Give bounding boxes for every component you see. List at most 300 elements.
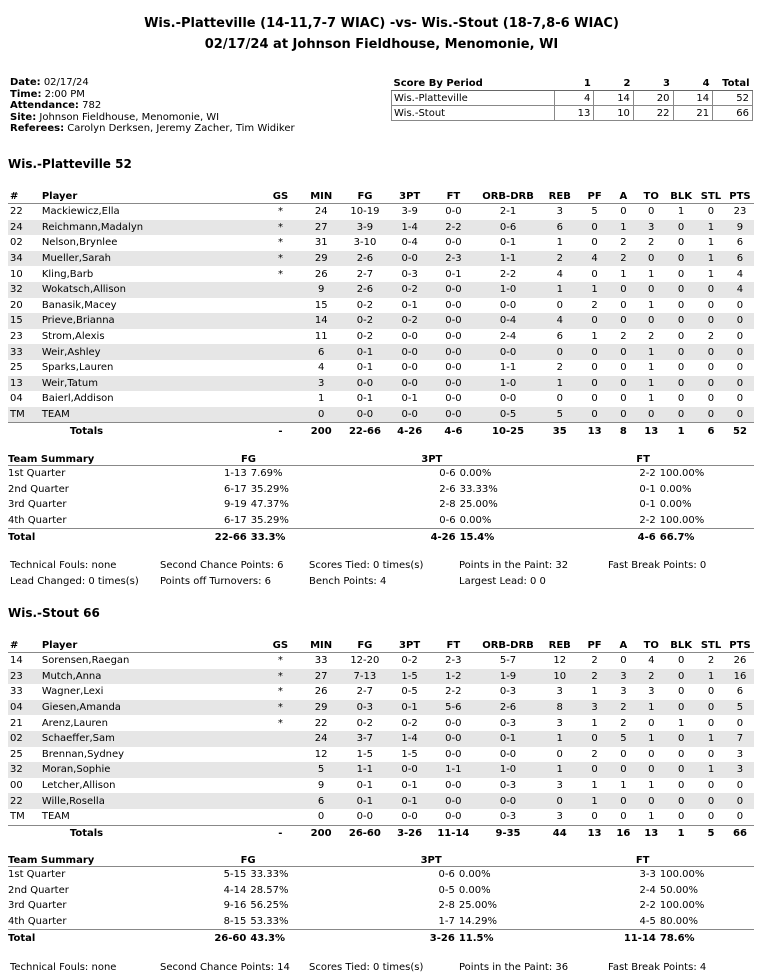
cell-num: 04 xyxy=(8,700,40,716)
points-in-paint: Points in the Paint: 36 xyxy=(459,962,569,973)
second-chance-points: Second Chance Points: 14 xyxy=(160,962,290,973)
player-row xyxy=(8,298,754,314)
cell-fg: 0-2 xyxy=(356,299,374,311)
cell-3pt: 0-4 xyxy=(401,237,418,249)
cell-reb: 1 xyxy=(541,376,579,392)
cell-ft: 2-3 xyxy=(432,251,476,267)
cell-reb: 2 xyxy=(541,251,579,267)
cell-player: Sorensen,Raegan xyxy=(41,655,130,667)
cell-fg: 0-1 xyxy=(342,793,388,809)
cell-num: TM xyxy=(8,407,40,423)
summary-cell: 2nd Quarter xyxy=(8,483,69,495)
summary-cell: 25.00% xyxy=(458,900,497,912)
cell-player: Mackiewicz,Ella xyxy=(41,206,120,218)
cell-reb: 2 xyxy=(556,362,563,374)
cell-blk: 0 xyxy=(666,407,696,423)
cell-stl: 0 xyxy=(707,811,715,823)
cell-to: 1 xyxy=(636,700,666,716)
col-header-min: MIN xyxy=(300,639,342,653)
cell-reb: 12 xyxy=(553,655,567,667)
player-row xyxy=(8,204,754,220)
summary-header-fg: FG xyxy=(165,854,331,867)
cell-min: 0 xyxy=(317,811,325,823)
cell-ft: 0-0 xyxy=(445,362,462,374)
cell-a: 0 xyxy=(610,793,636,809)
team-summary-platteville xyxy=(8,453,754,545)
referees-value: Carolyn Derksen, Jeremy Zacher, Tim Widiker xyxy=(67,123,295,134)
cell-a: 2 xyxy=(620,717,627,729)
cell-a: 0 xyxy=(620,748,627,760)
summary-row xyxy=(8,914,754,930)
cell-player: Wille,Rosella xyxy=(40,793,261,809)
cell-orb-drb: 0-3 xyxy=(499,686,517,698)
team-title-stout: Wis.-Stout 66 xyxy=(8,606,100,620)
summary-cell: 14.29% xyxy=(458,916,497,928)
team-title-platteville: Wis.-Platteville 52 xyxy=(8,157,132,171)
cell-player: Strom,Alexis xyxy=(41,331,105,343)
cell-reb: 3 xyxy=(556,780,563,792)
cell-fg: 1-5 xyxy=(356,748,374,760)
cell-min: 0 xyxy=(300,407,342,423)
col-header-min: MIN xyxy=(300,190,342,204)
cell-blk: 0 xyxy=(666,251,696,267)
score-by-period-table xyxy=(391,77,753,121)
game-info xyxy=(10,77,295,135)
cell-stl: 0 xyxy=(707,299,715,311)
cell-pts: 0 xyxy=(726,344,754,360)
cell-gs xyxy=(261,407,301,423)
cell-fg: 12-20 xyxy=(350,655,380,667)
cell-fg: 0-1 xyxy=(356,393,374,405)
cell-blk: 0 xyxy=(666,376,696,392)
total-pf: 13 xyxy=(579,423,611,439)
cell-player: Giesen,Amanda xyxy=(40,700,261,716)
cell-fg: 0-1 xyxy=(356,780,374,792)
cell-stl: 2 xyxy=(707,655,715,667)
total-min: 200 xyxy=(300,825,342,841)
cell-num: 15 xyxy=(8,313,40,329)
sbp-head-p4: 4 xyxy=(673,77,713,91)
cell-min: 6 xyxy=(300,793,342,809)
player-row xyxy=(8,684,754,700)
summary-cell: 0-6 xyxy=(438,869,455,881)
cell-pts: 0 xyxy=(736,393,744,405)
summary-header-ft: FT xyxy=(532,453,754,466)
cell-player: Wokatsch,Allison xyxy=(40,282,261,298)
cell-player: Brennan,Sydney xyxy=(41,748,125,760)
player-row xyxy=(8,344,754,360)
total-to: 13 xyxy=(636,825,666,841)
col-header-gs: GS xyxy=(261,190,301,204)
cell-pts: 7 xyxy=(726,731,754,747)
cell-gs: * xyxy=(277,206,283,218)
cell-fg: 0-2 xyxy=(356,717,374,729)
total-pts: 66 xyxy=(726,825,754,841)
summary-cell: Total xyxy=(8,930,165,946)
cell-pf: 1 xyxy=(591,780,598,792)
cell-num: 25 xyxy=(10,748,23,760)
cell-blk: 0 xyxy=(666,313,696,329)
points-in-paint: Points in the Paint: 32 xyxy=(459,560,569,571)
player-row xyxy=(8,376,754,392)
cell-fg: 3-7 xyxy=(342,731,388,747)
cell-min: 15 xyxy=(314,299,328,311)
cell-blk: 0 xyxy=(677,331,685,343)
cell-stl: 2 xyxy=(707,331,715,343)
cell-to: 0 xyxy=(636,282,666,298)
cell-3pt: 1-5 xyxy=(388,669,432,685)
cell-num: 22 xyxy=(10,206,23,218)
cell-to: 0 xyxy=(636,762,666,778)
cell-to: 0 xyxy=(648,748,655,760)
cell-min: 9 xyxy=(300,282,342,298)
cell-fg: 2-6 xyxy=(342,282,388,298)
cell-orb-drb: 0-0 xyxy=(499,748,517,760)
cell-orb-drb: 5-7 xyxy=(499,655,517,667)
col-header-fg: FG xyxy=(342,639,388,653)
cell-ft: 0-0 xyxy=(431,793,475,809)
summary-cell: 4th Quarter xyxy=(8,916,67,928)
summary-cell: 80.00% xyxy=(659,916,699,928)
player-row xyxy=(8,793,754,809)
score-by-period-header xyxy=(392,77,753,91)
cell-3pt: 0-2 xyxy=(401,717,418,729)
cell-a: 0 xyxy=(620,206,627,218)
cell-a: 0 xyxy=(610,282,636,298)
cell-ft: 0-0 xyxy=(445,748,462,760)
total-gs: - xyxy=(260,825,300,841)
cell-stl: 0 xyxy=(696,793,726,809)
cell-3pt: 0-1 xyxy=(401,393,418,405)
summary-cell: 3rd Quarter xyxy=(8,900,67,912)
total-player: Totals xyxy=(40,423,261,439)
total-orb-drb: 9-35 xyxy=(475,825,541,841)
cell-player: Weir,Ashley xyxy=(40,344,261,360)
cell-num: TM xyxy=(10,811,25,823)
cell-fg: 0-0 xyxy=(342,376,388,392)
cell-a: 2 xyxy=(620,331,627,343)
player-row xyxy=(8,251,754,267)
cell-a: 1 xyxy=(620,268,627,280)
cell-stl: 0 xyxy=(696,344,726,360)
cell-player: Sparks,Lauren xyxy=(41,362,114,374)
sbp-row-platteville xyxy=(392,91,753,106)
site-value: Johnson Fieldhouse, Menomonie, WI xyxy=(39,111,220,123)
summary-cell: 100.00% xyxy=(659,900,705,912)
summary-cell: 2-4 xyxy=(639,884,656,896)
game-subtitle: 02/17/24 at Johnson Fieldhouse, Menomonie, WI xyxy=(204,37,559,52)
fast-break-points: Fast Break Points: 4 xyxy=(608,962,707,973)
cell-player: Weir,Tatum xyxy=(40,376,261,392)
cell-to: 2 xyxy=(648,237,655,249)
summary-row xyxy=(8,497,754,513)
cell-min: 33 xyxy=(314,655,328,667)
summary-cell: 0.00% xyxy=(659,483,692,495)
cell-pf: 0 xyxy=(591,811,598,823)
col-header-3pt: 3PT xyxy=(388,190,432,204)
cell-pf: 2 xyxy=(579,669,611,685)
total-stl: 6 xyxy=(696,423,726,439)
player-row xyxy=(8,313,754,329)
cell-3pt: 1-5 xyxy=(401,748,418,760)
cell-player: Baierl,Addison xyxy=(41,393,114,405)
total-num xyxy=(8,825,40,841)
total-reb: 35 xyxy=(541,423,579,439)
cell-pf: 1 xyxy=(579,793,611,809)
cell-player: Wagner,Lexi xyxy=(41,686,104,698)
cell-3pt: 0-0 xyxy=(388,344,432,360)
cell-gs: * xyxy=(277,268,283,280)
summary-cell: 0-6 xyxy=(439,515,456,527)
cell-reb: 3 xyxy=(556,206,563,218)
sbp-cell: 10 xyxy=(594,106,634,121)
cell-a: 0 xyxy=(620,362,627,374)
cell-min: 29 xyxy=(300,700,342,716)
cell-to: 3 xyxy=(636,220,666,236)
cell-to: 1 xyxy=(648,268,655,280)
cell-stl: 0 xyxy=(707,686,715,698)
cell-player: TEAM xyxy=(40,407,261,423)
cell-ft: 0-0 xyxy=(445,331,462,343)
cell-num: 14 xyxy=(10,655,23,667)
summary-cell: 3-26 xyxy=(331,930,455,946)
summary-header-ft: FT xyxy=(531,854,754,867)
cell-stl: 0 xyxy=(696,407,726,423)
cell-pts: 0 xyxy=(726,793,754,809)
cell-fg: 2-6 xyxy=(342,251,388,267)
cell-stl: 0 xyxy=(696,313,726,329)
cell-fg: 0-2 xyxy=(356,331,374,343)
cell-stl: 0 xyxy=(707,362,715,374)
cell-pts: 0 xyxy=(736,299,744,311)
cell-reb: 1 xyxy=(556,237,563,249)
cell-ft: 0-0 xyxy=(432,376,476,392)
cell-a: 5 xyxy=(610,731,636,747)
cell-pts: 0 xyxy=(726,376,754,392)
total-a: 8 xyxy=(610,423,636,439)
cell-pts: 0 xyxy=(736,331,744,343)
cell-stl: 0 xyxy=(707,206,715,218)
cell-blk: 0 xyxy=(677,299,685,311)
summary-cell: 9-19 xyxy=(224,499,247,511)
cell-ft: 0-0 xyxy=(445,717,462,729)
summary-cell: 0.00% xyxy=(459,515,492,527)
cell-pf: 0 xyxy=(579,731,611,747)
summary-cell: 0.00% xyxy=(458,884,491,896)
cell-fg: 1-1 xyxy=(342,762,388,778)
cell-pf: 4 xyxy=(579,251,611,267)
cell-pts: 5 xyxy=(726,700,754,716)
summary-cell: 7.69% xyxy=(250,468,283,480)
second-chance-points: Second Chance Points: 6 xyxy=(160,560,284,571)
cell-reb: 0 xyxy=(556,393,563,405)
cell-num: 32 xyxy=(8,762,40,778)
col-header-stl: STL xyxy=(696,639,726,653)
total-gs: - xyxy=(261,423,301,439)
cell-gs: * xyxy=(277,717,283,729)
cell-to: 3 xyxy=(648,686,655,698)
col-header-to: TO xyxy=(636,639,666,653)
cell-pf: 0 xyxy=(591,268,598,280)
summary-cell: 0-1 xyxy=(639,483,656,495)
summary-header-label: Team Summary xyxy=(8,854,165,867)
box-header-row xyxy=(8,639,754,653)
cell-pf: 1 xyxy=(591,686,598,698)
sbp-row-stout xyxy=(392,106,753,121)
cell-num: 34 xyxy=(8,251,40,267)
cell-reb: 3 xyxy=(556,811,563,823)
summary-cell: 1st Quarter xyxy=(8,869,66,881)
total-ft: 4-6 xyxy=(432,423,476,439)
sbp-cell: 14 xyxy=(594,91,634,106)
cell-min: 26 xyxy=(314,268,328,280)
bench-points: Bench Points: 4 xyxy=(309,576,387,587)
cell-num: 13 xyxy=(8,376,40,392)
cell-min: 31 xyxy=(314,237,328,249)
team-summary-stout xyxy=(8,854,754,946)
col-header-ft: FT xyxy=(431,639,475,653)
cell-orb-drb: 0-4 xyxy=(475,313,541,329)
cell-a: 0 xyxy=(620,299,627,311)
cell-a: 1 xyxy=(610,220,636,236)
cell-pf: 5 xyxy=(591,206,598,218)
cell-player: Moran,Sophie xyxy=(40,762,261,778)
cell-orb-drb: 0-0 xyxy=(499,393,517,405)
cell-num: 02 xyxy=(10,237,23,249)
cell-reb: 4 xyxy=(541,313,579,329)
summary-total-row xyxy=(8,930,754,946)
col-header-player: Player xyxy=(40,639,261,653)
cell-to: 0 xyxy=(648,206,655,218)
totals-row xyxy=(8,423,754,439)
cell-blk: 0 xyxy=(677,362,685,374)
cell-gs: * xyxy=(277,655,283,667)
cell-min: 5 xyxy=(300,762,342,778)
sbp-cell: 14 xyxy=(673,91,713,106)
summary-row xyxy=(8,482,754,498)
cell-reb: 3 xyxy=(556,686,563,698)
summary-cell: 0.00% xyxy=(659,499,692,511)
player-row xyxy=(8,407,754,423)
total-blk: 1 xyxy=(666,423,696,439)
cell-stl: 1 xyxy=(696,220,726,236)
cell-blk: 0 xyxy=(666,669,696,685)
points-off-turnovers: Points off Turnovers: 6 xyxy=(160,576,272,587)
cell-ft: 2-2 xyxy=(445,686,462,698)
total-3pt: 3-26 xyxy=(388,825,432,841)
total-pts: 52 xyxy=(726,423,754,439)
cell-gs xyxy=(261,298,301,314)
cell-gs: * xyxy=(261,251,301,267)
cell-to: 2 xyxy=(636,669,666,685)
sbp-head-p1: 1 xyxy=(554,77,594,91)
player-row xyxy=(8,266,754,282)
cell-min: 4 xyxy=(318,362,325,374)
cell-player: Nelson,Brynlee xyxy=(41,237,118,249)
summary-cell: 2-8 xyxy=(439,499,456,511)
total-orb-drb: 10-25 xyxy=(475,423,541,439)
cell-a: 0 xyxy=(610,762,636,778)
cell-player: Arenz,Lauren xyxy=(41,717,108,729)
total-stl: 5 xyxy=(696,825,726,841)
cell-pts: 6 xyxy=(736,237,744,249)
cell-blk: 0 xyxy=(666,220,696,236)
cell-fg: 0-3 xyxy=(342,700,388,716)
cell-stl: 1 xyxy=(696,251,726,267)
cell-stl: 0 xyxy=(696,376,726,392)
summary-cell: 43.3% xyxy=(246,930,331,946)
summary-cell: 11-14 xyxy=(531,930,656,946)
cell-gs xyxy=(261,344,301,360)
cell-reb: 6 xyxy=(556,331,563,343)
summary-cell: 15.4% xyxy=(456,529,533,545)
summary-header-fg: FG xyxy=(165,453,331,466)
cell-min: 27 xyxy=(300,669,342,685)
cell-num: 24 xyxy=(8,220,40,236)
cell-min: 22 xyxy=(314,717,328,729)
col-header-orb-drb: ORB-DRB xyxy=(475,190,541,204)
col-header-reb: REB xyxy=(541,639,579,653)
cell-player: Banasik,Macey xyxy=(41,299,117,311)
col-header-a: A xyxy=(610,639,636,653)
cell-min: 27 xyxy=(300,220,342,236)
cell-a: 0 xyxy=(610,313,636,329)
summary-cell: 6-17 xyxy=(224,483,247,495)
cell-orb-drb: 1-1 xyxy=(475,251,541,267)
summary-cell: 100.00% xyxy=(659,869,705,881)
cell-fg: 0-2 xyxy=(342,313,388,329)
date-value: 02/17/24 xyxy=(43,77,89,88)
cell-pts: 23 xyxy=(733,206,747,218)
player-row xyxy=(8,220,754,236)
cell-pf: 0 xyxy=(591,393,598,405)
cell-gs xyxy=(260,747,300,763)
cell-gs: * xyxy=(277,686,283,698)
cell-pts: 0 xyxy=(736,811,744,823)
cell-min: 12 xyxy=(314,748,328,760)
totals-row xyxy=(8,825,754,841)
col-header-blk: BLK xyxy=(666,190,696,204)
summary-cell: 3rd Quarter xyxy=(8,499,67,511)
sbp-cell: 20 xyxy=(633,91,673,106)
summary-cell: 28.57% xyxy=(250,884,289,896)
cell-ft: 2-3 xyxy=(445,655,462,667)
player-row xyxy=(8,282,754,298)
cell-a: 3 xyxy=(610,669,636,685)
cell-pts: 4 xyxy=(726,282,754,298)
summary-header-row xyxy=(8,854,754,867)
cell-blk: 0 xyxy=(677,780,685,792)
cell-orb-drb: 2-4 xyxy=(499,331,517,343)
summary-row xyxy=(8,898,754,914)
sbp-head-p3: 3 xyxy=(633,77,673,91)
cell-stl: 1 xyxy=(707,237,715,249)
cell-stl: 1 xyxy=(696,669,726,685)
cell-num: 20 xyxy=(10,299,23,311)
summary-cell: 100.00% xyxy=(659,468,705,480)
cell-reb: 6 xyxy=(541,220,579,236)
cell-num: 33 xyxy=(10,686,23,698)
player-row xyxy=(8,747,754,763)
cell-num: 04 xyxy=(10,393,23,405)
cell-pts: 0 xyxy=(736,717,744,729)
cell-num: 00 xyxy=(10,780,23,792)
player-row xyxy=(8,778,754,794)
cell-blk: 0 xyxy=(666,700,696,716)
cell-blk: 0 xyxy=(666,793,696,809)
cell-reb: 10 xyxy=(541,669,579,685)
total-blk: 1 xyxy=(666,825,696,841)
